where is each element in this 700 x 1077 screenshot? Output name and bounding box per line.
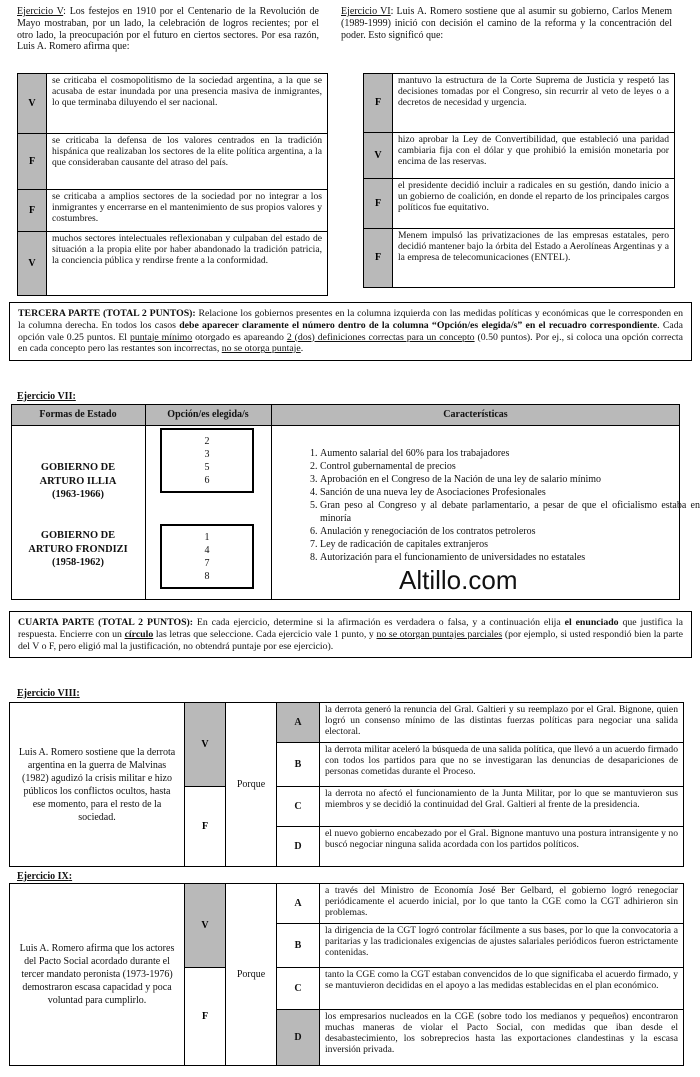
ej9-statement: Luis A. Romero afirma que los actores del Pacto Social acordado durante el tercer mandato peronista (1973-1976) demostraron escasa capacidad y poca voluntad para cumplirlo.: [10, 884, 185, 1066]
ej8-option-d[interactable]: D: [277, 827, 320, 867]
ej8-statement: Luis A. Romero sostiene que la derrota argentina en la guerra de Malvinas (1982) agudizó la crisis militar e hizo públicos los conflictos ocultos, hasta ese momento, para el resto de la sociedad.: [10, 703, 185, 867]
ej9-table: [9, 883, 684, 1066]
ej8-option-c-text: la derrota no afectó el funcionamiento de la Junta Militar, por lo que se mantuvieron sus miembros y se decidió la continuidad del Gral. Galtieri al frente de la presidencia.: [320, 787, 684, 827]
part4-t6: no se otorgan puntajes parciales: [376, 628, 503, 640]
ej7-characteristic: 2. Control gubernamental de precios: [320, 460, 700, 473]
ej7-gov2-years: (1958-1962): [52, 557, 104, 569]
ej9-title-text: Ejercicio IX: [17, 871, 69, 882]
ej5-vf-2: F: [18, 134, 47, 190]
ej7-col3-header: Características: [443, 409, 508, 420]
part4-t3: que justifica la respuesta. Encierre con un: [18, 617, 684, 640]
ej8-table: [9, 702, 684, 867]
ej7-gov1-option: 3: [204, 449, 210, 460]
part3-t9: .: [300, 343, 304, 355]
ej6-intro-text: : Luis A. Romero sostiene que al asumir su gobierno, Carlos Menem (1989-1999) inició con decisión el camino de la reforma y la concentración del poder. Esto significó que:: [341, 6, 672, 41]
part3-t5: otorgado es apareando: [192, 331, 287, 343]
ej9-option-d[interactable]: D: [277, 1010, 320, 1066]
ej9-option-b[interactable]: B: [277, 924, 320, 968]
ej7-gov1-option: 5: [204, 462, 210, 473]
ej8-option-b[interactable]: B: [277, 743, 320, 787]
part3-box: [9, 302, 692, 361]
ej8-title: Ejercicio VIII:: [17, 688, 80, 699]
ej7-characteristic: 4. Sanción de una nueva ley de Asociaciones Profesionales: [320, 486, 700, 499]
part3-heading: TERCERA PARTE (TOTAL 2 PUNTOS):: [18, 308, 196, 319]
ej5-intro-text: : Los festejos en 1910 por el Centenario de la Revolución de Mayo mostraban, por un lado, la celebración de logros recientes; por el otro lado, la preocupación por el futuro en ciertos sectores. Por esa razón, Luis A. Romero afirma que:: [17, 6, 319, 53]
ej9-v-option[interactable]: V: [185, 884, 226, 968]
ej7-col2-header: Opción/es elegida/s: [167, 409, 249, 420]
ej9-row: [10, 884, 684, 924]
ej5-row: [18, 232, 328, 296]
ej9-title: Ejercicio IX:: [17, 871, 73, 882]
ej5-vf-3: F: [18, 190, 47, 232]
ej7-gov2-options[interactable]: [160, 524, 254, 589]
part3-t1: Relacione los gobiernos presentes en la columna izquierda con las medidas políticas y económicas que le corresponden en la columna derecha. En todos los casos: [18, 308, 683, 331]
part4-t5: las letras que seleccione. Cada ejercicio vale 1 punto, y: [153, 628, 377, 640]
ej8-option-a[interactable]: A: [277, 703, 320, 743]
ej7-col1-header: Formas de Estado: [39, 409, 117, 420]
ej5-title: Ejercicio V: [17, 6, 64, 17]
ej6-row: [364, 229, 675, 288]
part4-t1: En cada ejercicio, determine si la afirmación es verdadera o falsa, y a continuación elija: [193, 617, 565, 628]
ej8-option-d-text: el nuevo gobierno encabezado por el Gral. Bignone mantuvo una postura intransigente y no buscó negociar ninguna salida acordada con los partidos políticos.: [320, 827, 684, 867]
ej6-text-1: mantuvo la estructura de la Corte Suprema de Justicia y respetó las decisiones tomadas por el Congreso, sin recurrir al veto de leyes o a decretos de necesidad y urgencia.: [393, 74, 675, 133]
ej7-gov2-option: 4: [204, 545, 210, 556]
ej7-gov1-option: 2: [204, 436, 210, 447]
ej6-vf-2: V: [364, 133, 393, 179]
ej9-option-c[interactable]: C: [277, 968, 320, 1010]
ej7-gov1-years: (1963-1966): [52, 489, 104, 501]
part3-t2: debe aparecer claramente el número dentro de la columna “Opción/es elegida/s” en el recuadro correspondiente: [179, 319, 658, 331]
part4-t2: el enunciado: [564, 617, 619, 628]
ej7-characteristics-list: [288, 447, 700, 564]
ej6-row: [364, 133, 675, 179]
ej6-text-3: el presidente decidió incluir a radicales en su gestión, dando inicio a un gobierno de coalición, en donde el reparto de los principales cargos políticos fue equitativo.: [393, 179, 675, 229]
ej5-row: [18, 74, 328, 134]
ej8-option-a-text: la derrota generó la renuncia del Gral. Galtieri y su reemplazo por el Gral. Bignone, quien logró un consenso mínimo de las distintas fuerzas políticas para negociar una salida electoral.: [320, 703, 684, 743]
part3-t6: 2 (dos) definiciones correctas para un concepto: [286, 331, 475, 343]
part3-t4: puntaje mínimo: [129, 331, 193, 343]
ej6-row: [364, 74, 675, 133]
ej5-row: [18, 134, 328, 190]
ej5-text-1: se criticaba el cosmopolitismo de la sociedad argentina, a la que se acusaba de estar inundada por una presencia masiva de inmigrantes, lo que terminaba diluyendo el ser nacional.: [47, 74, 328, 134]
part4-t4: círculo: [124, 628, 154, 640]
ej7-title: Ejercicio VII:: [17, 391, 76, 402]
ej8-v-option[interactable]: V: [185, 703, 226, 787]
ej5-table: [17, 73, 328, 296]
ej6-text-4: Menem impulsó las privatizaciones de las empresas estatales, pero decidió mantener bajo la órbita del Estado a Aerolíneas Argentinas y a la empresa de telecomunicaciones (ENTEL).: [393, 229, 675, 288]
ej8-porque: Porque: [226, 703, 277, 867]
ej6-title: Ejercicio VI: [341, 6, 391, 17]
ej5-text-2: se criticaba la defensa de los valores centrados en la tradición hispánica que realizaban los sectores de la elite política argentina, a la que consideraban causante del atraso del país.: [47, 134, 328, 190]
ej5-vf-1: V: [18, 74, 47, 134]
ej9-option-a-text: a través del Ministro de Economía José Ber Gelbard, el gobierno logró renegociar periódicamente el acuerdo inicial, por lo que tanto la CGE como la CGT adhirieron sin problemas.: [320, 884, 684, 924]
ej7-gov1-option: 6: [204, 475, 210, 486]
part4-heading: CUARTA PARTE (TOTAL 2 PUNTOS):: [18, 617, 194, 628]
ej7-gov2-option: 8: [204, 571, 210, 582]
ej5-intro: [17, 6, 319, 53]
ej5-text-3: se criticaba a amplios sectores de la sociedad por no integrar a los inmigrantes y encerrarse en el mantenimiento de sus propios valores y costumbres.: [47, 190, 328, 232]
ej7-gov1: [14, 461, 142, 502]
ej7-gov1-line2: ARTURO ILLIA: [39, 475, 117, 487]
part4-box: [9, 611, 692, 658]
ej8-option-b-text: la derrota militar aceleró la búsqueda de una salida política, que llevó a un acuerdo firmado con todos los partidos para que no se investigaran las denuncias de desapariciones de personas cometidas durante el Proceso.: [320, 743, 684, 787]
ej8-option-c[interactable]: C: [277, 787, 320, 827]
ej7-characteristic: 3. Aprobación en el Congreso de la Nación de una ley de salario mínimo: [320, 473, 700, 486]
ej9-porque: Porque: [226, 884, 277, 1066]
ej7-characteristic: 7. Ley de radicación de capitales extranjeros: [320, 538, 700, 551]
ej7-gov2-option: 1: [204, 532, 210, 543]
part3-t8: no se otorga puntaje: [221, 343, 301, 355]
ej7-characteristic: 8. Autorización para el funcionamiento de universidades no estatales: [320, 551, 700, 564]
ej7-title-text: Ejercicio VII: [17, 391, 73, 402]
part3-t7: (0.50 puntos). Por ej., si coloca una opción correcta en cada concepto pero las restantes son incorrectas,: [18, 331, 683, 355]
ej7-gov2-line2: ARTURO FRONDIZI: [28, 543, 128, 555]
ej9-f-option[interactable]: F: [185, 968, 226, 1066]
ej7-gov2: [14, 529, 142, 570]
ej7-characteristic: 1. Aumento salarial del 60% para los trabajadores: [320, 447, 700, 460]
ej6-vf-1: F: [364, 74, 393, 133]
ej8-row: [10, 703, 684, 743]
part4-t7: (por ejemplo, si usted respondió bien la parte del V o F, pero eligió mal la justificación, no obtendrá puntaje por ese ejercicio).: [18, 628, 683, 652]
ej7-gov1-line1: GOBIERNO DE: [40, 462, 116, 473]
ej7-characteristic: 5. Gran peso al Congreso y al debate parlamentario, a pesar de que el oficialismo estaba en minoría: [320, 499, 700, 525]
ej7-gov2-line1: GOBIERNO DE: [40, 530, 116, 541]
ej6-text-2: hizo aprobar la Ley de Convertibilidad, que estableció una paridad cambiaria fija con el dólar y que prohibió la emisión monetaria por encima de las reservas.: [393, 133, 675, 179]
ej8-title-text: Ejercicio VIII: [17, 688, 77, 699]
ej5-text-4: muchos sectores intelectuales reflexionaban y culpaban del estado de situación a la propia elite por haber abandonado la tradición patricia, la conciencia pública y rendirse frente a la conformidad.: [47, 232, 328, 296]
ej7-divider-1: [145, 405, 146, 599]
ej5-vf-4: V: [18, 232, 47, 296]
ej9-option-c-text: tanto la CGE como la CGT estaban convencidos de lo que significaba el acuerdo firmado, y se mantuvieron decididas en el apoyo a las medidas establecidas en el plan económico.: [320, 968, 684, 1010]
ej9-option-b-text: la dirigencia de la CGT logró controlar fácilmente a sus bases, por lo que la convocatoria a paritarias y las tradicionales exigencias de ajustes salariales periódicos fueron estrictamente contenidas.: [320, 924, 684, 968]
ej6-row: [364, 179, 675, 229]
ej6-table: [363, 73, 675, 288]
ej5-row: [18, 190, 328, 232]
ej8-f-option[interactable]: F: [185, 787, 226, 867]
ej7-gov1-options[interactable]: [160, 428, 254, 493]
ej7-gov2-option: 7: [204, 558, 210, 569]
ej6-intro: [341, 6, 672, 41]
part3-t3: . Cada opción vale 0.25 puntos. El: [18, 319, 683, 343]
ej7-characteristic: 6. Anulación y renegociación de los contratos petroleros: [320, 525, 700, 538]
ej7-divider-2: [271, 405, 272, 599]
ej6-vf-3: F: [364, 179, 393, 229]
ej9-option-a[interactable]: A: [277, 884, 320, 924]
watermark: Altillo.com: [399, 565, 518, 595]
ej9-option-d-text: los empresarios nucleados en la CGE (sobre todo los medianos y pequeños) encontraron muchas maneras de violar el Pacto Social, con medidas que iban desde el desabastecimiento, los sobreprecios hasta las exportaciones clandestinas y la escasa inversión privada.: [320, 1010, 684, 1066]
ej6-vf-4: F: [364, 229, 393, 288]
